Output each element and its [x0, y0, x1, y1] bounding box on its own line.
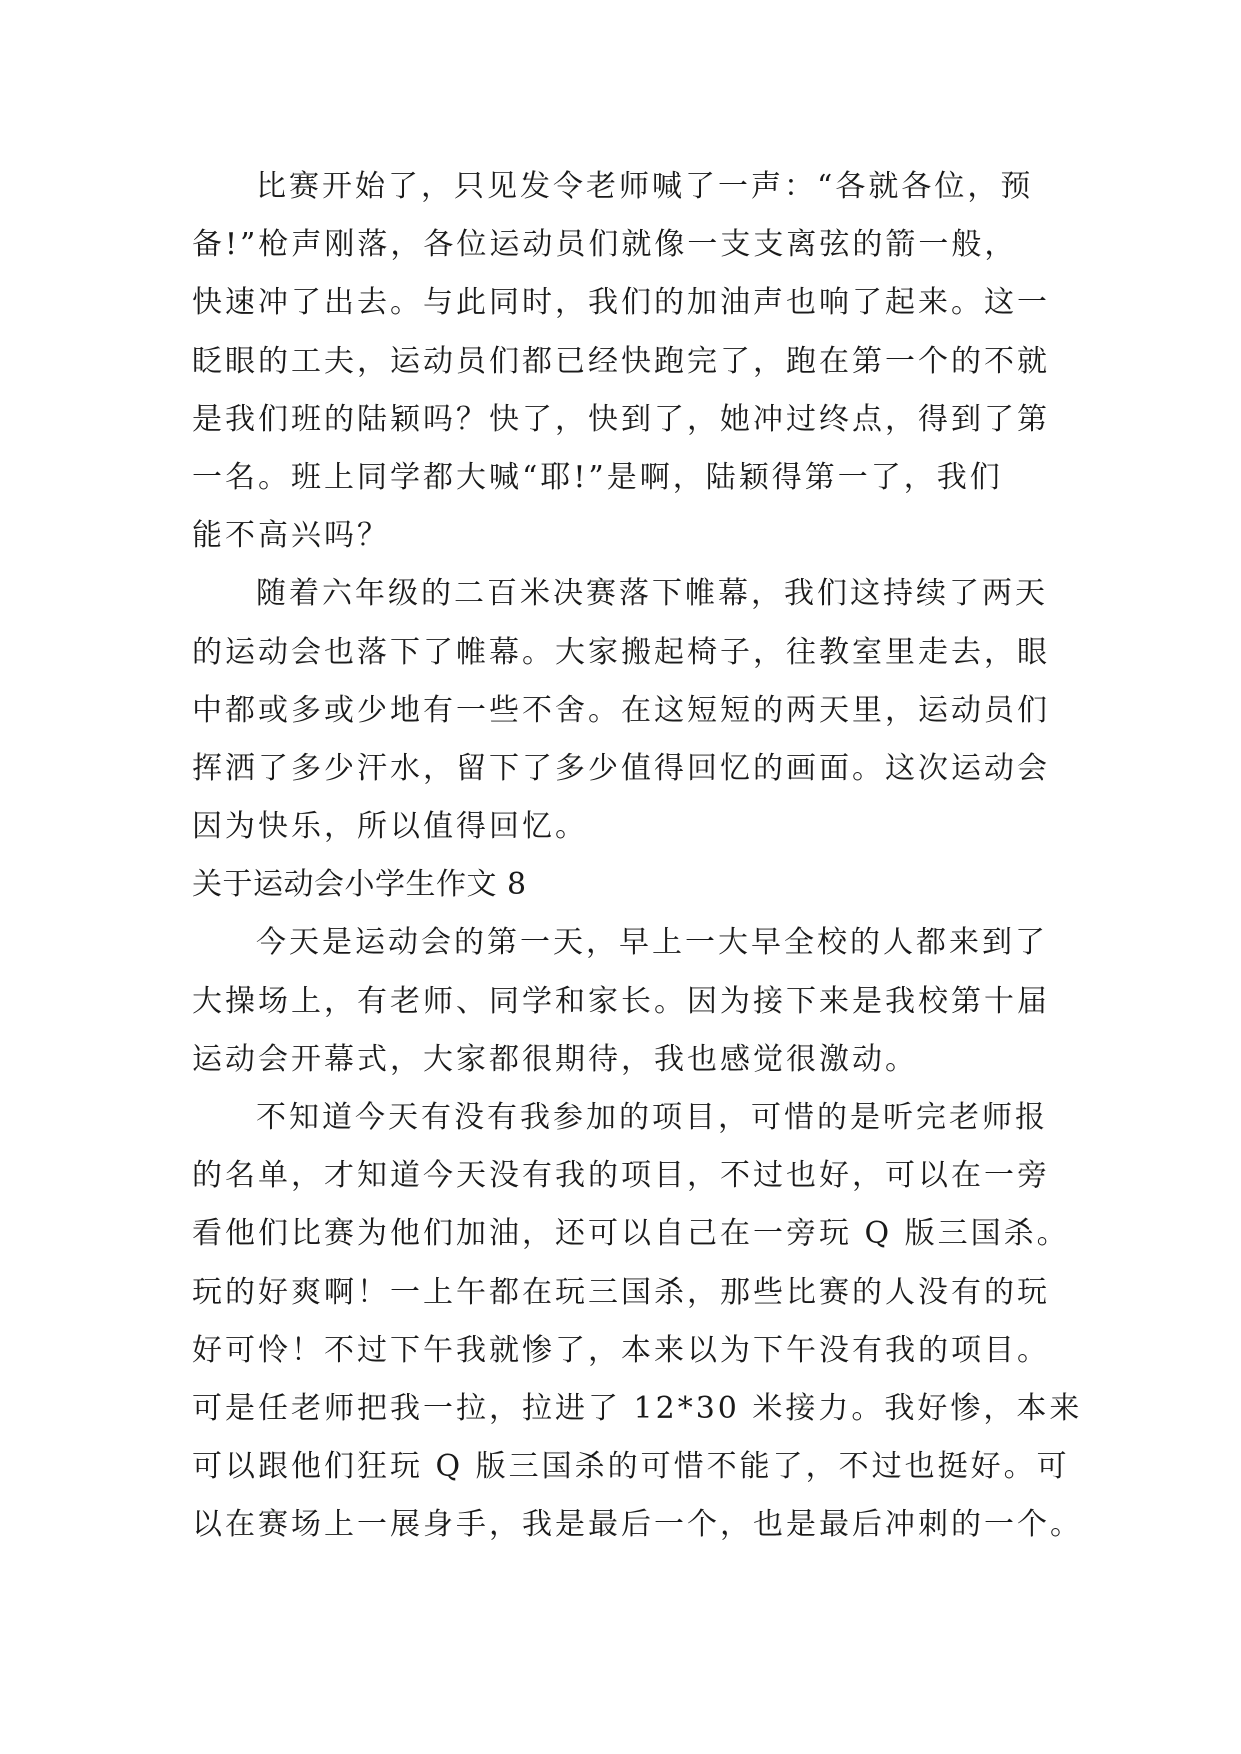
text-line: 可是任老师把我一拉，拉进了 12*30 米接力。我好惨，本来 [192, 1390, 1083, 1426]
text-line: 眨眼的工夫，运动员们都已经快跑完了，跑在第一个的不就 [192, 343, 1050, 379]
text-line: 看他们比赛为他们加油，还可以自己在一旁玩 Q 版三国杀。 [192, 1216, 1070, 1252]
text-line: 好可怜！不过下午我就惨了，本来以为下午没有我的项目。 [192, 1332, 1050, 1368]
text-line: 随着六年级的二百米决赛落下帷幕，我们这持续了两天 [256, 576, 1048, 612]
text-line: 因为快乐，所以值得回忆。 [192, 809, 588, 845]
text-line: 能不高兴吗？ [192, 518, 390, 554]
paragraph [192, 565, 1052, 856]
text-line: 不知道今天有没有我参加的项目，可惜的是听完老师报 [256, 1100, 1048, 1135]
text-line: 挥洒了多少汗水，留下了多少值得回忆的画面。这次运动会 [192, 750, 1050, 786]
text-line: 的运动会也落下了帷幕。大家搬起椅子，往教室里走去，眼 [192, 634, 1050, 670]
text-line: 运动会开幕式，大家都很期待，我也感觉很激动。 [192, 1041, 918, 1077]
text-line: 快速冲了出去。与此同时，我们的加油声也响了起来。这一 [192, 285, 1050, 321]
section-heading: 关于运动会小学生作文 8 [192, 867, 527, 903]
text-line: 今天是运动会的第一天，早上一大早全校的人都来到了 [256, 925, 1048, 961]
text-line: 中都或多或少地有一些不舍。在这短短的两天里，运动员们 [192, 692, 1050, 728]
text-line: 以在赛场上一展身手，我是最后一个，也是最后冲刺的一个。 [192, 1507, 1083, 1543]
paragraph [192, 158, 1052, 565]
text-line: 大操场上，有老师、同学和家长。因为接下来是我校第十届 [192, 983, 1050, 1019]
text-line: 是我们班的陆颖吗？快了，快到了，她冲过终点，得到了第 [192, 401, 1050, 437]
text-line: 一名。班上同学都大喊“耶!”是啊，陆颖得第一了，我们 [192, 459, 1003, 495]
text-line: 可以跟他们狂玩 Q 版三国杀的可惜不能了，不过也挺好。可 [192, 1449, 1070, 1485]
paragraph [192, 1089, 1083, 1555]
text-line: 的名单，才知道今天没有我的项目，不过也好，可以在一旁 [192, 1158, 1050, 1194]
text-line: 比赛开始了，只见发令老师喊了一声：“各就各位，预 [256, 169, 1034, 204]
paragraph [192, 914, 1052, 1089]
text-line: 玩的好爽啊！一上午都在玩三国杀，那些比赛的人没有的玩 [192, 1274, 1050, 1310]
text-line: 备!”枪声刚落，各位运动员们就像一支支离弦的箭一般， [192, 227, 1018, 263]
document-body [192, 158, 1083, 1555]
